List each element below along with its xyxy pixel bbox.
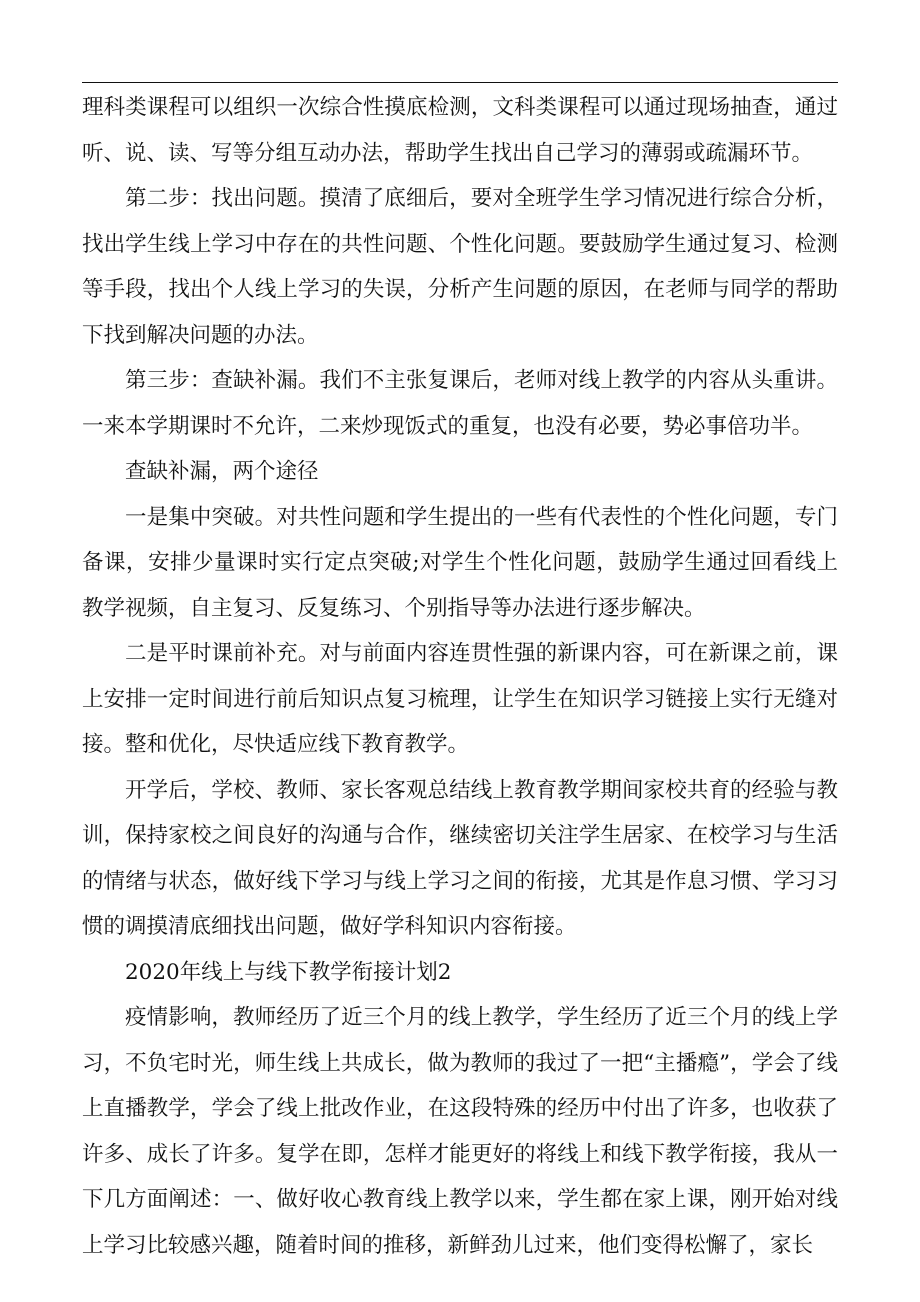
paragraph-approach-one: 一是集中突破。对共性问题和学生提出的一些有代表性的个性化问题，专门备课，安排少量课时实行定点突破;对学生个性化问题，鼓励学生通过回看线上教学视频，自主复习、反复练习、个别指导等办法进行逐步解决。 [82, 504, 838, 621]
section-title-plan-2: 2020年线上与线下教学衔接计划2 [125, 959, 452, 985]
paragraph-step-three: 第三步：查缺补漏。我们不主张复课后，老师对线上教学的内容从头重讲。一来本学期课时不允许，二来炒现饭式的重复，也没有必要，势必事倍功半。 [82, 368, 838, 439]
paragraph-epidemic-impact: 疫情影响，教师经历了近三个月的线上教学，学生经历了近三个月的线上学习，不负宅时光，师生线上共成长，做为教师的我过了一把“主播瘾”，学会了线上直播教学，学会了线上批改作业，在这段特殊的经历中付出了许多，也收获了许多、成长了许多。复学在即，怎样才能更好的将线上和线下教学衔接，我从一下几方面阐述：一、做好收心教育线上教学以来，学生都在家上课，刚开始对线上学习比较感兴趣，随着时间的推移，新鲜劲儿过来，他们变得松懈了，家长 [82, 1005, 838, 1258]
paragraph-approach-two: 二是平时课前补充。对与前面内容连贯性强的新课内容，可在新课之前，课上安排一定时间进行前后知识点复习梳理，让学生在知识学习链接上实行无缝对接。整和优化，尽快适应线下教育教学。 [82, 641, 838, 757]
paragraph-two-approaches: 查缺补漏，两个途径 [125, 459, 319, 484]
document-body [82, 85, 838, 1268]
paragraph-continuation: 理科类课程可以组织一次综合性摸底检测，文科类课程可以通过现场抽查，通过听、说、读、写等分组互动办法，帮助学生找出自己学习的薄弱或疏漏环节。 [82, 95, 838, 166]
paragraph-step-two: 第二步：找出问题。摸清了底细后，要对全班学生学习情况进行综合分析，找出学生线上学习中存在的共性问题、个性化问题。要鼓励学生通过复习、检测等手段，找出个人线上学习的失误，分析产生问题的原因，在老师与同学的帮助下找到解决问题的办法。 [82, 186, 838, 348]
header-rule [82, 82, 838, 83]
paragraph-after-school-start: 开学后，学校、教师、家长客观总结线上教育教学期间家校共育的经验与教训，保持家校之间良好的沟通与合作，继续密切关注学生居家、在校学习与生活的情绪与状态，做好线下学习与线上学习之间的衔接，尤其是作息习惯、学习习惯的调摸清底细找出问题，做好学科知识内容衔接。 [82, 777, 838, 939]
